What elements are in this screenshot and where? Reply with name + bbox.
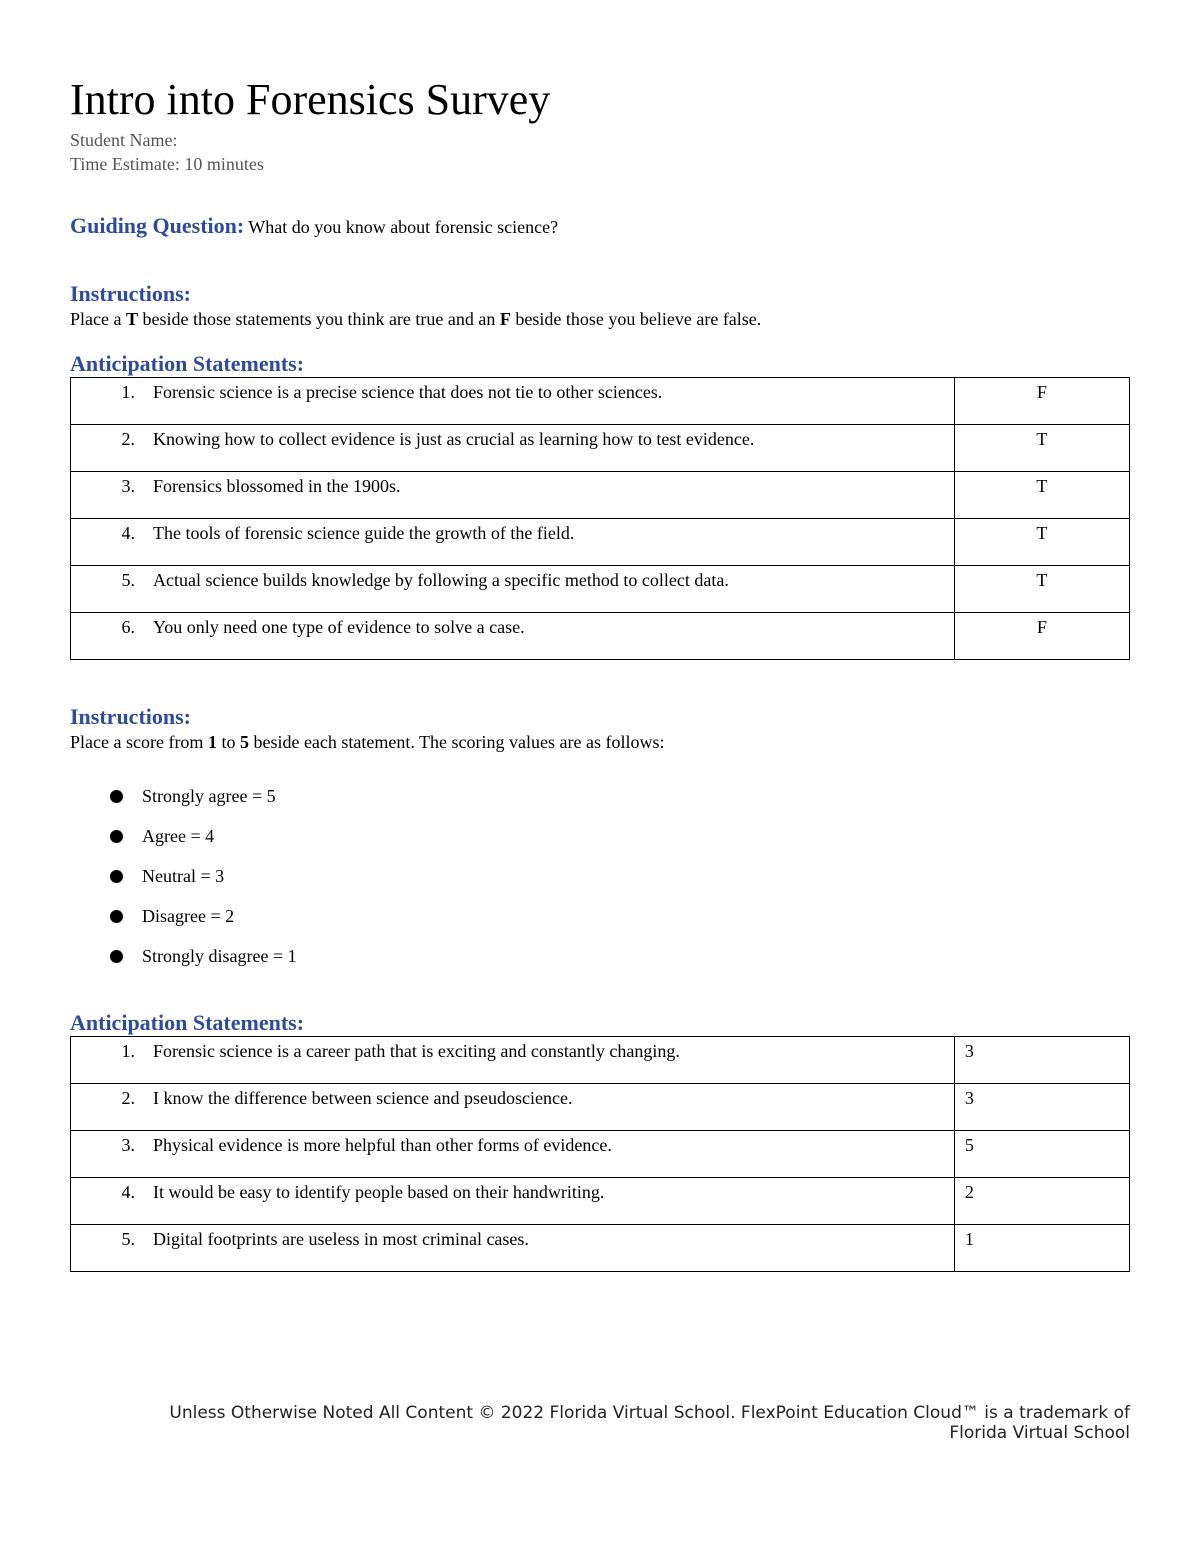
answer-cell[interactable]: 3 bbox=[954, 1084, 1129, 1131]
list-item bbox=[70, 896, 1130, 936]
instr2-post: beside each statement. The scoring values are as follows: bbox=[248, 732, 665, 752]
statement-cell bbox=[71, 566, 955, 613]
answer-cell[interactable]: F bbox=[954, 378, 1129, 425]
bullet-icon bbox=[110, 870, 123, 883]
table-row bbox=[71, 425, 1130, 472]
statement-cell bbox=[71, 1178, 955, 1225]
bullet-icon bbox=[110, 790, 123, 803]
statement-text: Knowing how to collect evidence is just as crucial as learning how to test evidence. bbox=[153, 429, 755, 449]
statement-number: 1. bbox=[121, 382, 135, 402]
table-row bbox=[71, 566, 1130, 613]
statement-text: I know the difference between science and pseudoscience. bbox=[153, 1088, 573, 1108]
statement-number: 2. bbox=[121, 1088, 135, 1108]
scale-label: Strongly disagree = 1 bbox=[142, 946, 297, 966]
statement-number: 4. bbox=[121, 523, 135, 543]
scale-label: Disagree = 2 bbox=[142, 906, 235, 926]
answer-cell[interactable]: 2 bbox=[954, 1178, 1129, 1225]
scale-label: Agree = 4 bbox=[142, 826, 215, 846]
instr2-a: 1 bbox=[207, 732, 217, 752]
statement-cell bbox=[71, 1225, 955, 1272]
instructions-text-1 bbox=[70, 307, 1130, 331]
table-row bbox=[71, 1131, 1130, 1178]
table-row bbox=[71, 1037, 1130, 1084]
table-row bbox=[71, 1225, 1130, 1272]
statement-cell bbox=[71, 519, 955, 566]
table-row bbox=[71, 1178, 1130, 1225]
list-item bbox=[70, 856, 1130, 896]
table-row bbox=[71, 519, 1130, 566]
table-row bbox=[71, 378, 1130, 425]
instr1-f: F bbox=[499, 309, 511, 329]
statement-cell bbox=[71, 472, 955, 519]
statement-cell bbox=[71, 425, 955, 472]
statement-text: Forensics blossomed in the 1900s. bbox=[153, 476, 401, 496]
copyright-footer bbox=[169, 1403, 1130, 1443]
table-row bbox=[71, 472, 1130, 519]
answer-cell[interactable]: T bbox=[954, 425, 1129, 472]
bullet-icon bbox=[110, 950, 123, 963]
scoring-scale-list bbox=[70, 776, 1130, 976]
statement-number: 5. bbox=[121, 1229, 135, 1249]
instr2-mid: to bbox=[216, 732, 240, 752]
instr1-post: beside those you believe are false. bbox=[510, 309, 762, 329]
instr1-t: T bbox=[125, 309, 138, 329]
list-item bbox=[70, 816, 1130, 856]
page-title: Intro into Forensics Survey bbox=[70, 75, 551, 124]
statement-text: Forensic science is a career path that is exciting and constantly changing. bbox=[153, 1041, 680, 1061]
scale-label: Neutral = 3 bbox=[142, 866, 225, 886]
instr2-pre: Place a score from bbox=[70, 732, 208, 752]
instr1-pre: Place a bbox=[70, 309, 126, 329]
footer-line-1: Unless Otherwise Noted All Content © 2022 Florida Virtual School. FlexPoint Education Cloud™ is a trademark of bbox=[169, 1403, 1130, 1423]
instr2-b: 5 bbox=[239, 732, 249, 752]
statement-cell bbox=[71, 1037, 955, 1084]
statement-cell bbox=[71, 613, 955, 660]
time-estimate: Time Estimate: 10 minutes bbox=[70, 154, 264, 174]
footer-line-2: Florida Virtual School bbox=[949, 1423, 1130, 1443]
statement-cell bbox=[71, 378, 955, 425]
statement-cell bbox=[71, 1084, 955, 1131]
statement-cell bbox=[71, 1131, 955, 1178]
guiding-question-text: What do you know about forensic science? bbox=[248, 217, 559, 237]
guiding-question bbox=[70, 212, 1130, 243]
instructions-heading-1: Instructions: bbox=[70, 281, 192, 306]
statement-text: You only need one type of evidence to solve a case. bbox=[153, 617, 525, 637]
instr1-mid: beside those statements you think are true and an bbox=[137, 309, 500, 329]
bullet-icon bbox=[110, 830, 123, 843]
statement-number: 3. bbox=[121, 476, 135, 496]
scale-label: Strongly agree = 5 bbox=[142, 786, 276, 806]
list-item bbox=[70, 776, 1130, 816]
answer-cell[interactable]: 1 bbox=[954, 1225, 1129, 1272]
answer-cell[interactable]: T bbox=[954, 472, 1129, 519]
instructions-heading-2: Instructions: bbox=[70, 704, 192, 729]
answer-cell[interactable]: 5 bbox=[954, 1131, 1129, 1178]
statement-text: It would be easy to identify people based on their handwriting. bbox=[153, 1182, 605, 1202]
table-row bbox=[71, 1084, 1130, 1131]
bullet-icon bbox=[110, 910, 123, 923]
statement-text: The tools of forensic science guide the growth of the field. bbox=[153, 523, 575, 543]
statement-number: 3. bbox=[121, 1135, 135, 1155]
anticipation-heading-2: Anticipation Statements: bbox=[70, 1010, 305, 1035]
list-item bbox=[70, 936, 1130, 976]
statement-number: 4. bbox=[121, 1182, 135, 1202]
document-page bbox=[70, 72, 1130, 1272]
score-table bbox=[70, 1036, 1130, 1272]
answer-cell[interactable]: 3 bbox=[954, 1037, 1129, 1084]
statement-number: 1. bbox=[121, 1041, 135, 1061]
true-false-table bbox=[70, 377, 1130, 660]
statement-text: Digital footprints are useless in most criminal cases. bbox=[153, 1229, 529, 1249]
answer-cell[interactable]: T bbox=[954, 519, 1129, 566]
anticipation-heading-1: Anticipation Statements: bbox=[70, 351, 305, 376]
statement-text: Forensic science is a precise science that does not tie to other sciences. bbox=[153, 382, 663, 402]
student-name-label: Student Name: bbox=[70, 130, 178, 150]
guiding-question-label: Guiding Question: bbox=[70, 213, 245, 238]
answer-cell[interactable]: T bbox=[954, 566, 1129, 613]
statement-text: Physical evidence is more helpful than other forms of evidence. bbox=[153, 1135, 612, 1155]
answer-cell[interactable]: F bbox=[954, 613, 1129, 660]
instructions-text-2 bbox=[70, 730, 1130, 754]
table-row bbox=[71, 613, 1130, 660]
statement-number: 2. bbox=[121, 429, 135, 449]
statement-number: 5. bbox=[121, 570, 135, 590]
statement-text: Actual science builds knowledge by following a specific method to collect data. bbox=[153, 570, 729, 590]
statement-number: 6. bbox=[121, 617, 135, 637]
